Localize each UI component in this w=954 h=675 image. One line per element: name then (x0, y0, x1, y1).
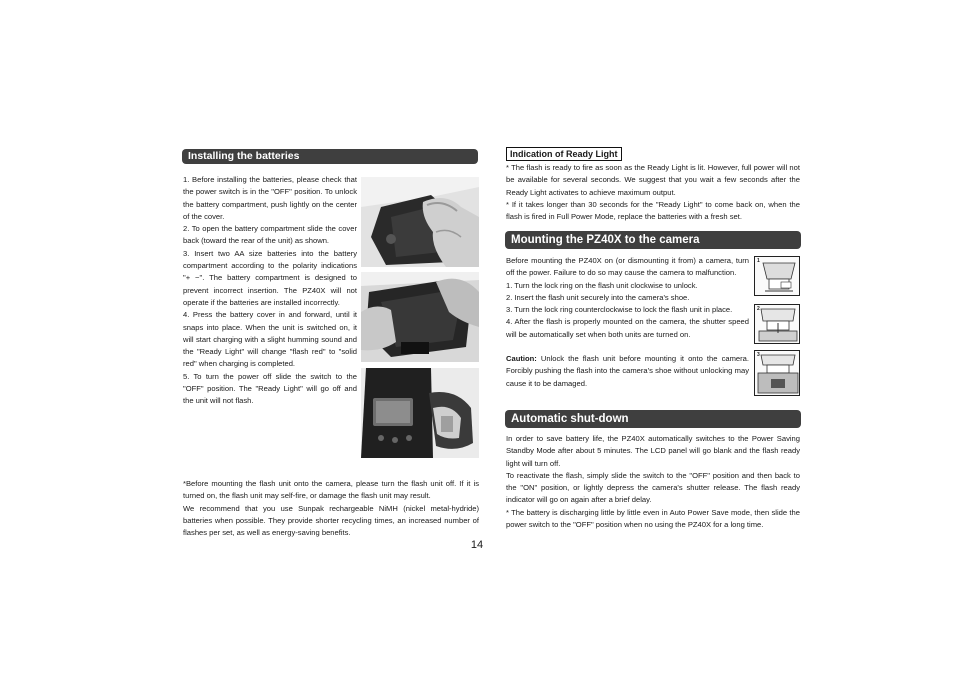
caution-label: Caution: (506, 354, 537, 364)
shutdown-para-1: In order to save battery life, the PZ40X automatically switches to the Power Saving Standby Mode after about 5 minutes. The LCD panel will go blank and the flash ready light will turn off. (506, 434, 800, 468)
mounting-text (506, 255, 749, 390)
caution-text: Unlock the flash unit before mounting it onto the camera. Forcibly pushing the flash into the camera's shoe without unlocking may cause it to be damaged. (506, 354, 749, 388)
battery-notes (183, 478, 479, 539)
battery-step-3: 3. Insert two AA size batteries into the battery compartment according to the polarity indications "+ −". The battery compartment is designed to prevent incorrect insertion. The PZ40X will not operate if the batteries are installed incorrectly. (183, 248, 357, 307)
section-heading-ready-light: Indication of Ready Light (506, 147, 622, 161)
shutdown-text (506, 433, 800, 531)
diagram-step-1 (754, 256, 800, 296)
battery-note-mount: *Before mounting the flash unit onto the camera, please turn the flash unit off. If it is turned on, the flash unit may self-fire, or damage the flash unit may result. (183, 479, 479, 501)
section-heading-mounting: Mounting the PZ40X to the camera (505, 231, 801, 249)
mounting-intro: Before mounting the PZ40X on (or dismounting it from) a camera, turn off the power. Failure to do so may cause the camera to malfunction. (506, 256, 749, 278)
battery-step-5: 5. To turn the power off slide the switch to the "OFF" position. The "Ready Light" will go off and the unit will not flash. (183, 371, 357, 406)
section-heading-shutdown: Automatic shut-down (505, 410, 801, 428)
diagram-step-2 (754, 304, 800, 344)
diagram-number-1: 1 (757, 258, 760, 264)
mounting-step-3: 3. Turn the lock ring counterclockwise to lock the flash unit in place. (506, 305, 733, 315)
ready-light-para-2: * If it takes longer than 30 seconds for the "Ready Light" to come back on, when the flash is fired in Full Power Mode, replace the batteries with a fresh set. (506, 199, 800, 222)
mounting-step-4: 4. After the flash is properly mounted on the camera, the shutter speed will be automatically set when both units are turned on. (506, 317, 749, 339)
diagram-number-3: 3 (757, 352, 760, 358)
diagram-step-3 (754, 350, 800, 396)
ready-light-text (506, 162, 800, 223)
battery-note-nimh: We recommend that you use Sunpak rechargeable NiMH (nickel metal-hydride) batteries when possible. They provide shorter recycling times, an increased number of flashes per set, as well as energy-saving benefits. (183, 503, 479, 538)
ready-light-para-1: * The flash is ready to fire as soon as the Ready Light is lit. However, full power will not be available for several seconds. We suggest that you wait a few seconds after the Ready Light activates to achieve maximum output. (506, 163, 800, 197)
battery-step-1: 1. Before installing the batteries, please check that the power switch is in the "OFF" position. To unlock the battery compartment, push lightly on the center of the cover. (183, 175, 357, 221)
page-number: 14 (470, 539, 484, 551)
battery-step-2: 2. To open the battery compartment slide the cover back (toward the rear of the unit) as shown. (183, 224, 357, 246)
battery-steps (183, 174, 357, 408)
shutdown-para-3: * The battery is discharging little by little even in Auto Power Save mode, then slide the power switch to the "OFF" position when no using the PZ40X for a long time. (506, 507, 800, 530)
photo-battery-insert (361, 368, 479, 458)
section-heading-batteries: Installing the batteries (182, 149, 478, 164)
mounting-caution (506, 353, 749, 390)
battery-step-4: 4. Press the battery cover in and forward, until it snaps into place. When the unit is switched on, it will start charging with a slight humming sound and the "Ready Light" will change "flash red" to "solid red" when charging is completed. (183, 310, 357, 369)
shutdown-para-2: To reactivate the flash, simply slide the switch to the "OFF" position and then back to the "ON" position, or lightly depress the camera's shutter release. The flash ready indicator will go on again after a brief delay. (506, 470, 800, 505)
mounting-step-1: 1. Turn the lock ring on the flash unit clockwise to unlock. (506, 280, 698, 290)
diagram-number-2: 2 (757, 306, 760, 312)
photo-battery-cover-slide (361, 272, 479, 362)
mounting-step-2: 2. Insert the flash unit securely into the camera's shoe. (506, 292, 690, 302)
photo-battery-cover-unlock (361, 177, 479, 267)
